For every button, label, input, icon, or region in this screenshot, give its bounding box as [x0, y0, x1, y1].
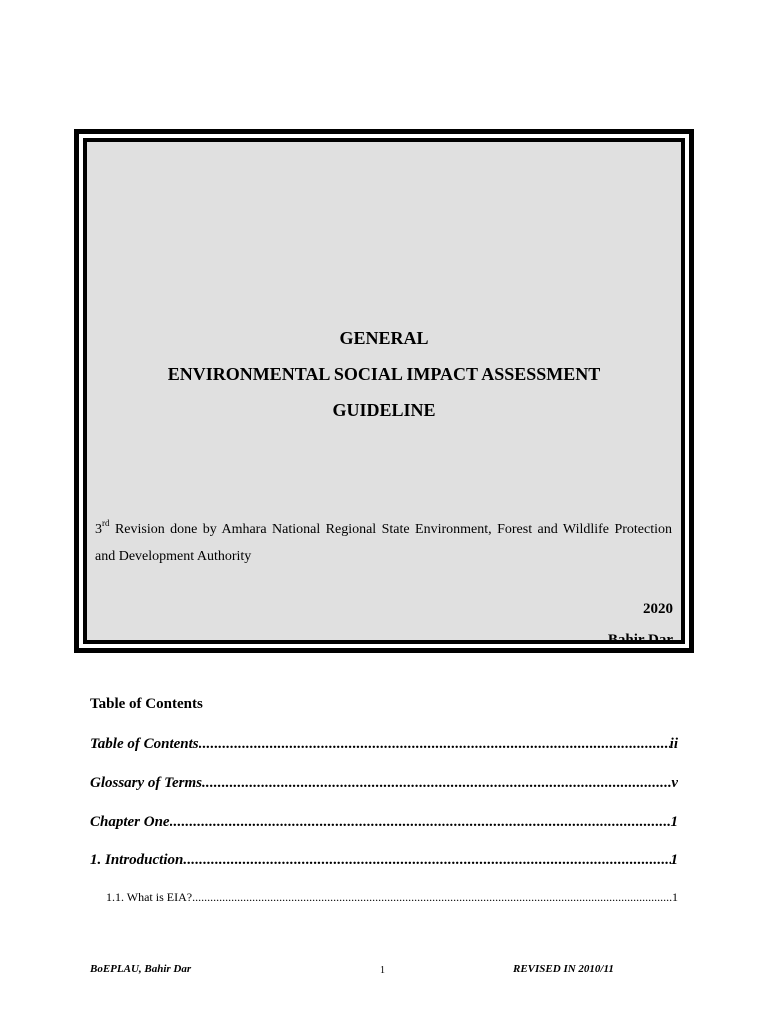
cover-place: Bahir Dar: [607, 632, 673, 648]
toc-entry-label: Glossary of Terms: [90, 775, 202, 791]
cover-title-line-3: GUIDELINE: [332, 400, 436, 420]
toc-sub-entry-label: 1.1. What is EIA?: [106, 890, 193, 904]
cover-title-line-1: GENERAL: [339, 328, 429, 348]
footer-page-number: 1: [380, 965, 385, 976]
toc-leader-dots: [202, 775, 671, 792]
toc-leader-dots: [170, 814, 671, 831]
cover-panel: [83, 138, 685, 648]
toc-entry[interactable]: [90, 814, 678, 831]
toc-sub-entry-page: 1: [672, 890, 678, 904]
toc-entry-label: Chapter One: [90, 814, 170, 830]
toc-entry-label: 1. Introduction: [90, 852, 184, 868]
cover-year: 2020: [643, 601, 673, 617]
cover-box: [74, 129, 694, 653]
revision-ordinal-suffix: rd: [102, 518, 110, 528]
toc-entry-page: ii: [669, 736, 678, 752]
toc-leader-dots: [183, 852, 670, 869]
toc-sub-entry[interactable]: [106, 890, 678, 905]
revision-text: Revision done by Amhara National Regional State Environment, Forest and Wildlife Protection and Development Authority: [95, 522, 672, 564]
toc-entry-page: 1: [670, 814, 678, 830]
toc-entry-page: 1: [670, 852, 678, 868]
revision-note: [95, 516, 672, 570]
cover-title-line-2: ENVIRONMENTAL SOCIAL IMPACT ASSESSMENT: [167, 364, 601, 384]
toc-leader-dots: [192, 890, 672, 905]
toc-entry-page: v: [671, 775, 678, 791]
toc-leader-dots: [199, 736, 670, 753]
revision-ordinal: 3: [95, 522, 102, 537]
footer-right-text: REVISED IN 2010/11: [513, 963, 614, 975]
toc-heading: Table of Contents: [90, 696, 203, 712]
toc-entry[interactable]: [90, 852, 678, 869]
footer-left-text: BoEPLAU, Bahir Dar: [90, 963, 192, 975]
toc-entry[interactable]: [90, 775, 678, 792]
toc-entry[interactable]: [90, 736, 678, 753]
toc-entry-label: Table of Contents: [90, 736, 199, 752]
